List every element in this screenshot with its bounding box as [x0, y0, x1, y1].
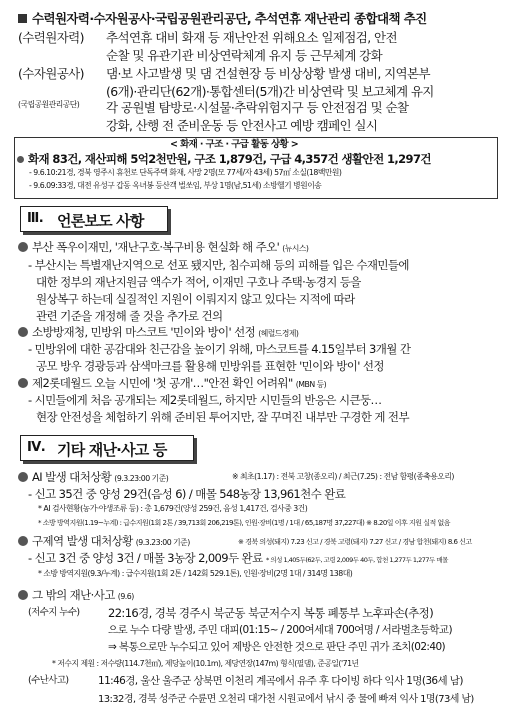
- other-item-line: 22:16경, 경북 경주시 북군동 북군저수지 복통 폐통부 노후파손(추정): [108, 606, 434, 620]
- fmd-note: ※ 경북 의성(돼지) 7.23 신고 / 경북 고령(돼지) 7.27 신고 / 경남 합천(돼지) 8.6 신고: [238, 538, 472, 546]
- news-source: (MBN 등): [295, 380, 327, 389]
- section-4-title: 기타 재난·사고 등: [57, 441, 167, 459]
- top-item-line: 강화, 산행 전 준비운동 등 안전사고 예방 캠페인 실시: [106, 118, 378, 133]
- news-source: (헤럴드경제): [258, 329, 299, 338]
- section-4-roman: Ⅳ.: [27, 440, 46, 455]
- section-4-header: [20, 435, 194, 461]
- ai-note: ※ 최초(1.17) : 전북 고창(종오리) / 최근(7.25) : 전남 함평(종축용오리): [232, 472, 454, 481]
- section-3-title: 언론보도 사항: [57, 212, 144, 230]
- fmd-line-note: * 의성 1,405두(62두, 고령 2,009두 40두, 합천 1,277두 1,277두 매몰: [266, 556, 448, 564]
- news-line: - 민방위에 대한 공감대와 친근감을 높이기 위해, 마스코트를 4.15일부터 3개월 간: [28, 342, 411, 356]
- circle-bullet-icon: [18, 378, 28, 388]
- circle-bullet-icon: [18, 590, 28, 600]
- news-headline: 제2롯데월드 오늘 시민에 '첫 공개'…"안전 확인 어려워" (MBN 등): [18, 376, 326, 391]
- top-item-tag: (국립공원관리공단): [18, 100, 80, 109]
- news-line: 공모 방우 경광등과 삼색마크를 활용해 민방위를 표현한 '민이와 방이' 선정: [36, 359, 384, 373]
- square-bullet-icon: [18, 14, 27, 23]
- other-item-line: * 저수지 제원 : 저수량(114.7천㎥), 제당높이(10.1m), 제당연장(147m) 형식(필댐), 준공일('71년: [52, 659, 359, 668]
- circle-bullet-icon: [18, 327, 28, 337]
- circle-bullet-icon: [18, 536, 28, 546]
- other-item-line: 13:32경, 경북 성주군 수륜면 오천리 대가천 시원교에서 낚시 중 물에 빠져 익사 1명(73세 남): [98, 694, 474, 705]
- news-line: - 부산시는 특별재난지역으로 선포 됐지만, 침수피해 등의 피해를 입은 수재민들에: [28, 258, 409, 272]
- fmd-headline: 구제역 발생 대처상황 (9.3.23:00 기준): [18, 534, 190, 549]
- circle-bullet-icon: [18, 242, 28, 252]
- top-item-line: 각 공원별 탐방로·시설물·추락위험지구 등 안전점검 및 순찰: [106, 100, 409, 115]
- news-line: 원상복구 하는데 실질적인 지원이 이뤄지지 않고 있다는 지적에 따라: [36, 292, 355, 306]
- news-line: 관련 기준을 개정해 줄 것을 추가로 건의: [36, 309, 223, 323]
- circle-bullet-icon: [18, 472, 28, 482]
- other-item-tag: (저수지 누수): [28, 607, 80, 618]
- status-main: 화재 83건, 재산피해 5억2천만원, 구조 1,879건, 구급 4,357건 생활안전 1,297건: [17, 152, 431, 167]
- news-headline: 부산 폭우이재민, '재난구호·복구비용 현실화 해 주오' (뉴시스): [18, 240, 308, 255]
- ai-line: * AI 검사현황(농가·야생조류 등) : 총 1,679건(양성 259건, 음성 1,417건, 검사중 3건): [38, 504, 308, 513]
- status-box-title: < 화재 · 구조 · 구급 활동 상황 >: [170, 139, 299, 150]
- circle-bullet-icon: [17, 156, 24, 163]
- fmd-line: - 신고 3건 중 양성 3건 / 매몰 3농장 2,009두 완료: [28, 551, 263, 565]
- fmd-line: * 소방 방역지원(9.3/누계) : 급수지원(1회 2톤 / 142회 529.1톤), 인원·장비(2명 1대 / 314명 138대): [38, 569, 353, 578]
- other-item-line: ⇒ 복통으로만 누수되고 있어 제방은 안전한 것으로 판단 주민 귀가 조치(02:40): [108, 641, 446, 653]
- news-line: - 시민들에게 처음 공개되는 제2롯데월드, 하지만 시민들의 반응은 시큰둥…: [28, 393, 382, 407]
- status-line: - 9.6.09:33경, 대전 유성구 갑동 옥녀봉 등산객 벌쏘임, 부상 1명(남,51세) 소방헬기 병원이송: [29, 181, 322, 190]
- top-item-tag: (수자원공사): [18, 66, 84, 81]
- other-item-tag: (수난사고): [28, 675, 69, 686]
- top-item-line: 댐·보 사고발생 및 댐 건설현장 등 비상상황 발생 대비, 지역본부: [106, 66, 430, 81]
- status-box: [14, 137, 498, 199]
- other-headline: 그 밖의 재난·사고 (9.6): [18, 588, 134, 603]
- section-3-roman: Ⅲ.: [27, 211, 44, 226]
- top-item-line: (6개)·관리단(62개)·통합센터(5개)간 비상연락 및 보고체계 유지: [106, 84, 434, 99]
- status-line: - 9.6.10:21경, 경북 영주시 휴천로 단독주택 화재, 사망 2명(모 77세/자 43세) 57㎡ 소실(18백만원): [29, 168, 342, 177]
- ai-headline: AI 발생 대처상황 (9.3.23:00 기준): [18, 470, 168, 485]
- top-item-line: 순찰 및 유관기관 비상연락체계 유지 등 근무체계 강화: [106, 48, 383, 63]
- news-headline: 소방방재청, 민방위 마스코트 '민이와 방이' 선정 (헤럴드경제): [18, 325, 298, 340]
- top-item-line: 추석연휴 대비 화재 등 재난안전 위해요소 일제점검, 안전: [106, 30, 397, 45]
- ai-line: - 신고 35건 중 양성 29건(음성 6) / 매몰 548농장 13,961천수 완료: [28, 487, 346, 501]
- other-item-line: 11:46경, 울산 울주군 상북면 이천리 계곡에서 유주 후 다이빙 하다 익사 1명(36세 남): [98, 675, 463, 687]
- news-line: 대한 정부의 재난지원금 액수가 적어, 이재민 구호나 주택·농경지 등을: [36, 275, 361, 289]
- news-source: (뉴시스): [282, 244, 309, 253]
- other-item-line: 으로 누수 다량 발생, 주민 대피(01:15~ / 200여세대 700여명 / 서라벌초등학교): [108, 624, 452, 636]
- section-3-header: [20, 206, 168, 232]
- top-headline: 수력원자력·수자원공사·국립공원관리공단, 추석연휴 재난관리 종합대책 추진: [18, 11, 427, 27]
- top-item-tag: (수력원자력): [18, 30, 84, 45]
- news-line: 현장 안전성을 체험하기 위해 준비된 투어지만, 잘 꾸며진 내부만 구경한 게 전부: [36, 410, 409, 424]
- ai-line: * 소방 방역지원(1.19~누계) : 급수지원(1회 2톤 / 39,713회 206,219톤), 인원·장비(1명 / 1대 / 65,187명 37,227대) ※ 8.20일 이후 지원 실적 없음: [38, 519, 451, 527]
